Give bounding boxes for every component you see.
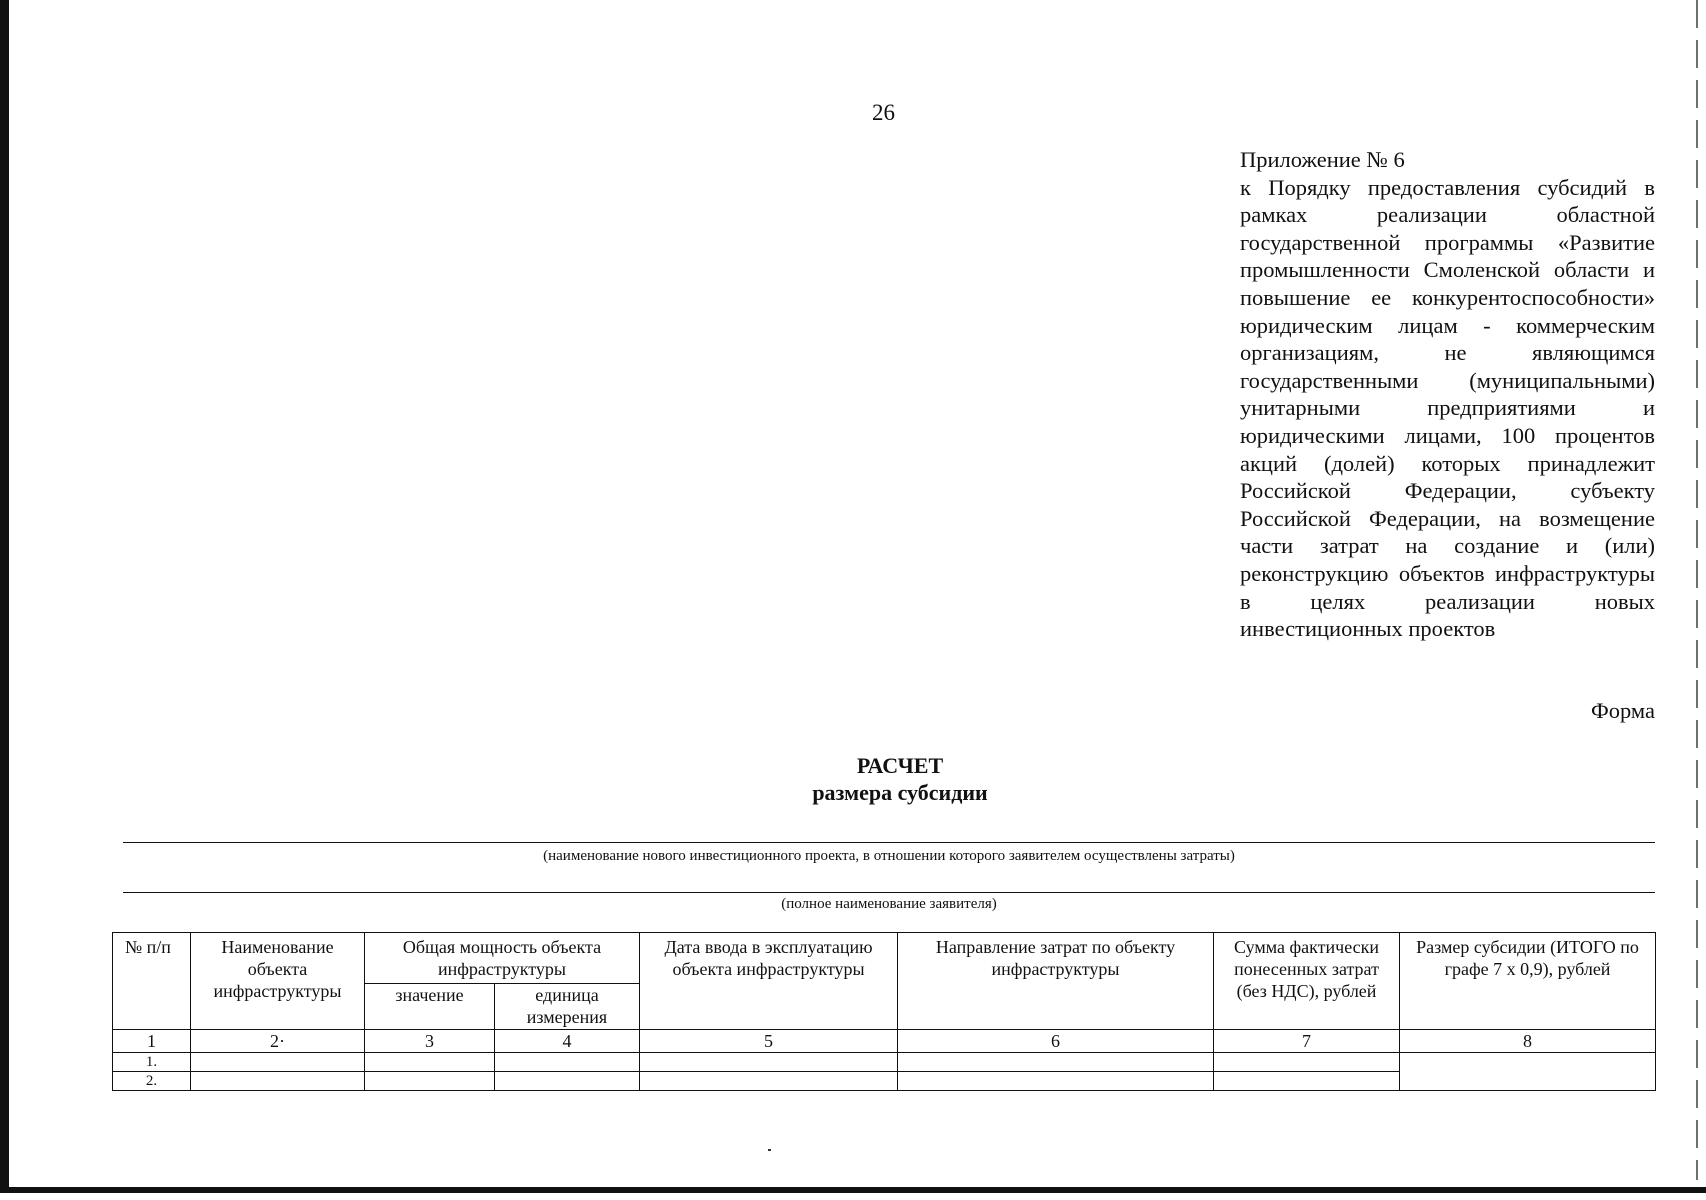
calculation-table: [112, 932, 1656, 1091]
table-cell: [365, 1053, 495, 1072]
title-line-1: РАСЧЕТ: [856, 753, 944, 778]
table-row: [113, 1053, 1656, 1072]
table-cell: [640, 1053, 898, 1072]
column-number: 4: [495, 1030, 640, 1053]
row-number: 1.: [113, 1053, 191, 1072]
table-cell: [1214, 1072, 1400, 1091]
table-cell: [191, 1053, 365, 1072]
column-number: 5: [640, 1030, 898, 1053]
subsidy-total-cell: [1400, 1053, 1656, 1091]
table-cell: [640, 1072, 898, 1091]
header-capacity-group: Общая мощность объекта инфраструктуры: [365, 933, 640, 984]
appendix-body: к Порядку предоставления субсидий в рамках реализации областной государственной программы «Развитие промышленности Смоленской области и повышение ее конкурентоспособности» юридическим лицам - коммерческим организациям, не являющимся государственными (муниципальными) унитарными предприятиями и юридическими лицами, 100 процентов акций (долей) которых принадлежит Российской Федерации, субъекту Российской Федерации, на возмещение части затрат на создание и (или) реконструкцию объектов инфраструктуры в целях реализации новых инвестиционных проектов: [1240, 174, 1655, 642]
column-number: 8: [1400, 1030, 1656, 1053]
page-number: 26: [872, 100, 895, 125]
table-cell: [1214, 1053, 1400, 1072]
header-capacity-value: значение: [365, 984, 495, 1030]
column-number: 3: [365, 1030, 495, 1053]
scan-speck: [768, 1149, 771, 1151]
column-numbers-row: [113, 1030, 1656, 1053]
table-cell: [365, 1072, 495, 1091]
row-number: 2.: [113, 1072, 191, 1091]
header-num: № п/п: [113, 933, 191, 1030]
project-name-line: [123, 842, 1655, 843]
appendix-block: [1240, 146, 1655, 643]
document-title: [700, 752, 1100, 806]
scan-bottom-edge: [0, 1187, 1706, 1193]
form-label: Форма: [1590, 698, 1655, 723]
table-cell: [495, 1053, 640, 1072]
project-name-caption: (наименование нового инвестиционного проекта, в отношении которого заявителем осуществлены затраты): [543, 848, 1235, 864]
table-header-row-1: [113, 933, 1656, 984]
column-number: 6: [898, 1030, 1214, 1053]
table-cell: [495, 1072, 640, 1091]
title-line-2: размера субсидии: [812, 780, 988, 805]
applicant-name-caption: (полное наименование заявителя): [781, 896, 997, 912]
applicant-name-line: [123, 892, 1655, 893]
header-actual-costs: Сумма фактически понесенных затрат (без НДС), рублей: [1214, 933, 1400, 1030]
column-number: 2·: [191, 1030, 365, 1053]
header-cost-direction: Направление затрат по объекту инфраструктуры: [898, 933, 1214, 1030]
header-object-name: Наименование объекта инфраструктуры: [191, 933, 365, 1030]
table-cell: [898, 1053, 1214, 1072]
table-cell: [191, 1072, 365, 1091]
scan-left-edge: [0, 0, 9, 1192]
appendix-title: Приложение № 6: [1240, 147, 1405, 172]
header-capacity-unit: единица измерения: [495, 984, 640, 1030]
column-number: 1: [113, 1030, 191, 1053]
scan-right-edge: [1696, 0, 1698, 1180]
header-subsidy-amount: Размер субсидии (ИТОГО по графе 7 х 0,9), рублей: [1400, 933, 1656, 1030]
header-commission-date: Дата ввода в эксплуатацию объекта инфраструктуры: [640, 933, 898, 1030]
column-number: 7: [1214, 1030, 1400, 1053]
table-cell: [898, 1072, 1214, 1091]
